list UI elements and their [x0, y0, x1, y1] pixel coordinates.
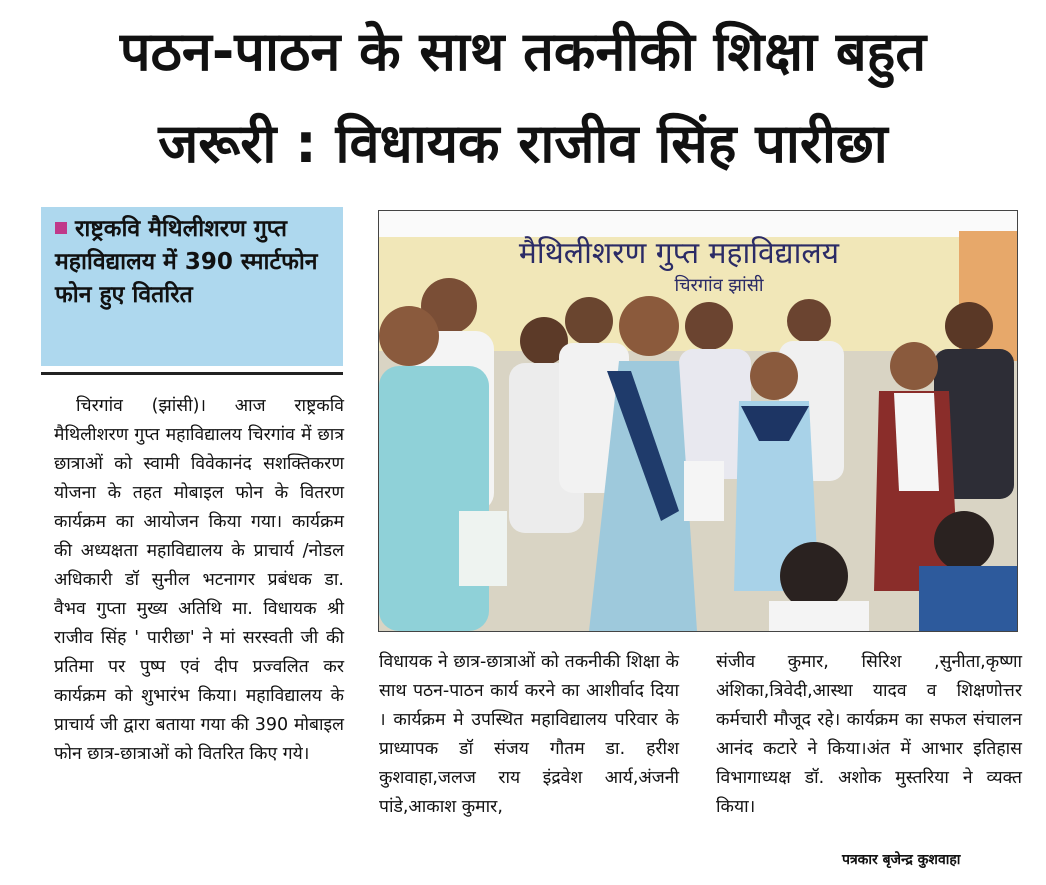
headline-line-1: पठन-पाठन के साथ तकनीकी शिक्षा बहुत: [119, 20, 927, 83]
article-paragraph-1: चिरगांव (झांसी)। आज राष्ट्रकवि मैथिलीशरण गुप्त महाविद्यालय चिरगांव में छात्र छात्राओं को स्वामी विवेकानंद सशक्तिकरण योजना के तहत मोबाइल फोन के वितरण कार्यक्रम का आयोजन किया गया। कार्यक्रम की अध्यक्षता महाविद्यालय के प्राचार्य /नोडल अधिकारी डॉ सुनील भटनागर प्रबंधक डा. वैभव गुप्ता मुख्य अतिथि मा. विधायक श्री राजीव सिंह ' पारीछा' ने मां सरस्वती जी की प्रतिमा पर पुष्प एवं दीप प्रज्वलित कर कार्यक्रम को शुभारंभ किया। महाविद्यालय के प्राचार्य जी द्वारा बताया गया की 390 मोबाइल फोन छात्र-छात्राओं को वितरित किए गये।: [54, 396, 344, 764]
subheadline-text: राष्ट्रकवि मैथिलीशरण गुप्त महाविद्यालय में 390 स्मार्टफोन फोन हुए वितरित: [55, 216, 318, 308]
banner-subtext: चिरगांव झांसी: [674, 275, 764, 296]
headline-line-2: जरूरी : विधायक राजीव सिंह पारीछा: [158, 112, 888, 175]
section-rule: [41, 372, 343, 375]
article-column-2: [379, 648, 679, 822]
subheadline-box: [41, 207, 343, 366]
event-photo-illustration: [379, 211, 1017, 631]
article-paragraph-2: विधायक ने छात्र-छात्राओं को तकनीकी शिक्षा के साथ पठन-पाठन कार्य करने का आशीर्वाद दिया । कार्यक्रम मे उपस्थित महाविद्यालय परिवार के प्राध्यापक डॉ संजय गौतम डा. हरीश कुशवाहा,जलज राय इंद्रवेश आर्य,अंजनी पांडे,आकाश कुमार,: [379, 652, 679, 817]
byline: पत्रकार बृजेन्द्र कुशवाहा: [842, 852, 961, 868]
banner-text: मैथिलीशरण गुप्त महाविद्यालय: [518, 236, 840, 271]
article-column-3: [716, 648, 1022, 822]
article-paragraph-3: संजीव कुमार, सिरिश ,सुनीता,कृष्णा अंशिका,त्रिवेदी,आस्था यादव व शिक्षणोत्तर कर्मचारी मौजूद रहे। कार्यक्रम का सफल संचालन आनंद कटारे ने किया।अंत में आभार इतिहास विभागाध्यक्ष डॉ. अशोक मुस्तरिया ने व्यक्त किया।: [716, 652, 1022, 817]
event-photo: [378, 210, 1018, 632]
bullet-square-icon: [55, 222, 67, 234]
article-column-1: [54, 392, 344, 769]
